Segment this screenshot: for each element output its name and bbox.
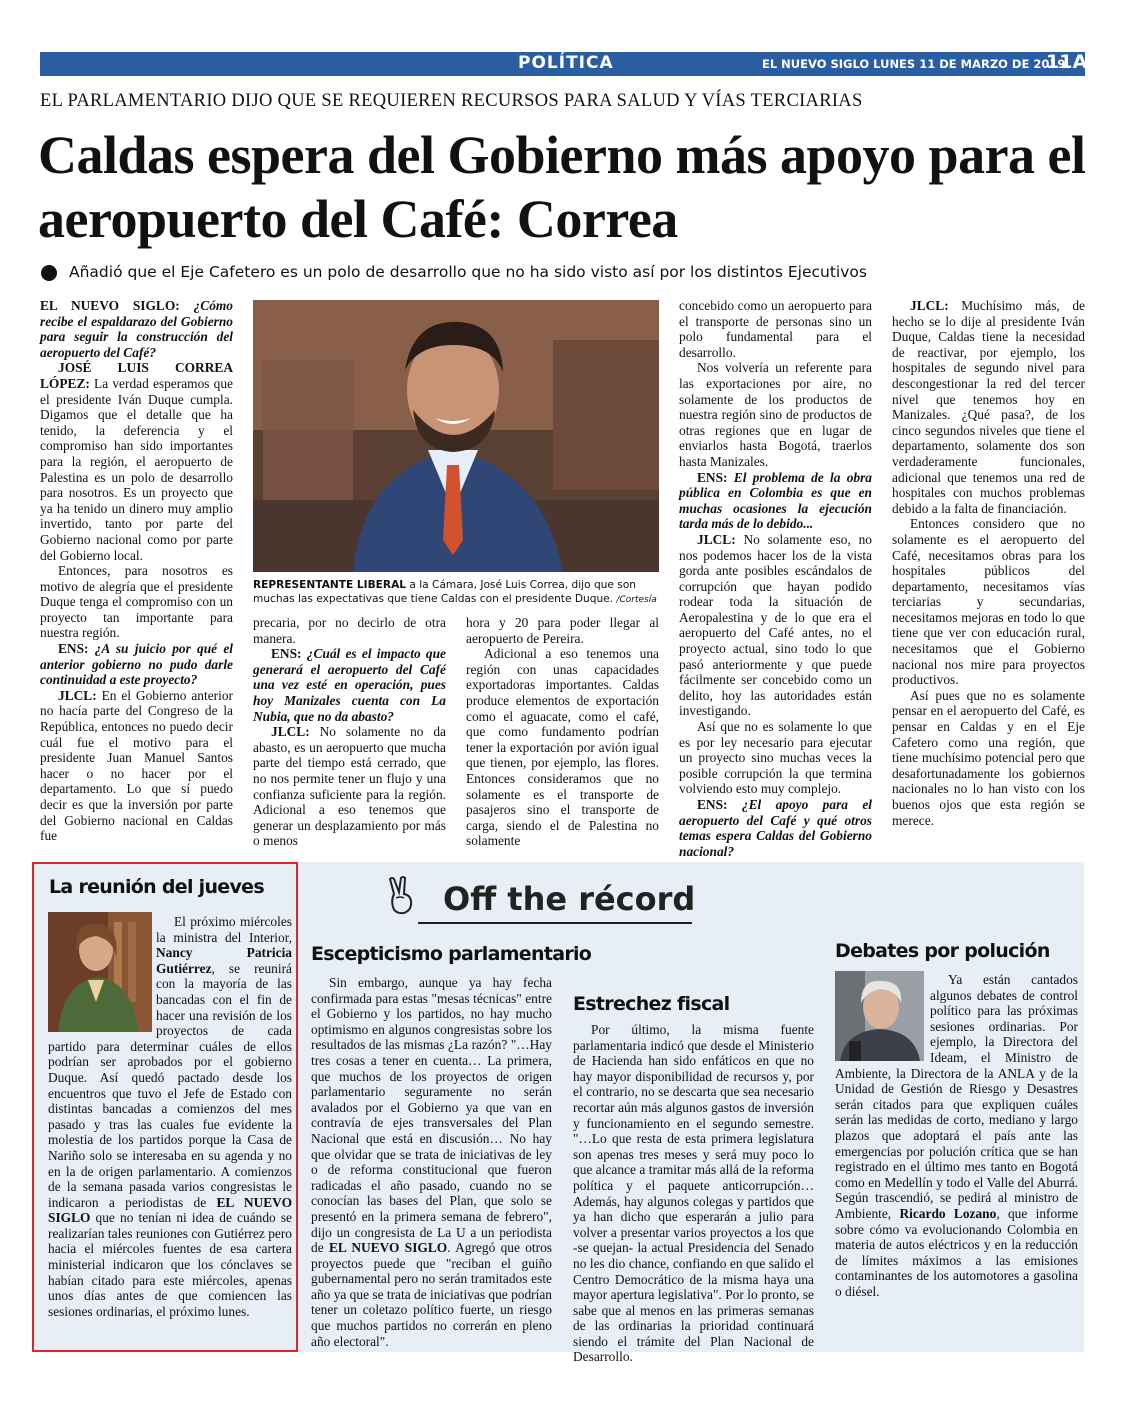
paragraph: . Agregó que otros proyectos puede que "reciban el guiño gubernamental pero no serán tramitados este año ya que se trata de iniciativas que podrían tener un coletazo político fuerte, un riesgo que muchos partidos no correrán en pleno año electoral". bbox=[311, 1240, 552, 1349]
reunion-title: La reunión del jueves bbox=[49, 876, 264, 898]
answer-text: No solamente no da abasto, es un aeropuerto que mucha parte del tiempo está cerrado, que no nos permite tener un flujo y una confianza suficiente para la región. Adicional a eso tenemos que generar un desplazamiento por más o menos bbox=[253, 724, 446, 849]
debates-title: Debates por polución bbox=[835, 940, 1050, 962]
escepticismo-text bbox=[311, 975, 552, 1349]
interviewee-label: JLCL: bbox=[58, 687, 97, 703]
portrait-illustration bbox=[253, 300, 659, 572]
interviewee-label: JLCL: bbox=[271, 724, 310, 740]
paragraph: que no tenían ni idea de cuándo se realizarían tales reuniones con Gutiérrez pero hacia el miércoles fuentes de esa cartera ministerial indicaron que los cónclaves se habían citado para este miércoles, apenas unos días antes de que comiencen las sesiones ordinarias, el próximo lunes. bbox=[48, 1210, 292, 1319]
page-number: 11A bbox=[1046, 51, 1088, 73]
estrechez-title: Estrechez fiscal bbox=[573, 993, 730, 1015]
answer-text: Muchísimo más, de hecho se lo dije al presidente Iván Duque, Caldas tiene la necesidad de reactivar, por ejemplo, los hospitales de segundo nivel para descongestionar la red del tercer nivel que tenemos hoy en Manizales. ¿Qué pasa?, de los cinco segundos niveles que tiene el departamento, solamente dos son verdaderamente funcionales, adicional que tenemos una red de hospitales con muchos problemas debido a la falta de financiación. bbox=[892, 298, 1085, 516]
paragraph: , se reunirá con la mayoría de las bancadas con el fin de hacer una revisión de los proyectos de cada partido para determinar cuáles de ellos podrían ser aprobados por el gobierno Duque. Así quedó pactado desde los encuentros que tuvo el Jefe de Estado con distintas bancadas a comienzos del mes pasado y tras las cuales fue evidente la molestia de los partidos porque la Casa de Nariño solo se interesaba en su agenda y no en la de origen parlamentario. A comienzos de la semana pasada varios congresistas le indicaron a periodistas de bbox=[48, 960, 292, 1210]
name-highlight: Ricardo Lozano bbox=[899, 1205, 997, 1221]
photo-wrap-spacer bbox=[835, 972, 930, 1061]
estrechez-text bbox=[573, 1022, 814, 1365]
paragraph: , que informe sobre cómo va evolucionando Colombia en materia de autos eléctricos y en la reducción de límites máximos a las emisiones contaminantes de los automotores a gasolina o diésel. bbox=[835, 1205, 1079, 1299]
question-text: ¿A su juicio por qué el anterior gobierno no pudo darle continuidad a este proyecto? bbox=[40, 641, 233, 688]
article-column-1 bbox=[40, 298, 233, 844]
article-column-5 bbox=[892, 298, 1085, 828]
photo-credit: /Cortesía bbox=[616, 595, 657, 605]
publication-name: EL NUEVO SIGLO bbox=[48, 1194, 293, 1226]
publication-date: EL NUEVO SIGLO LUNES 11 DE MARZO DE 2019 bbox=[762, 57, 1066, 71]
question-text: ¿El apoyo para el aeropuerto del Café y qué otros temas espera Caldas del Gobierno nacional? bbox=[679, 797, 872, 859]
interviewer-label: ENS: bbox=[271, 646, 307, 662]
bullet-icon bbox=[41, 265, 57, 281]
title-underline bbox=[418, 922, 692, 924]
answer-text: La verdad esperamos que el presidente Iván Duque cumpla. Digamos que el detalle que ha tenido, la deferencia y el compromiso han sido importantes para la región, el aeropuerto de Palestina es un polo de desarrollo para nosotros. Es un proyecto que ya ha tenido un dinero muy amplio invertido, tanto por parte del Gobierno nacional como por parte del Gobierno local. bbox=[40, 375, 233, 563]
paragraph: concebido como un aeropuerto para el transporte de personas sino un polo fundamental para el desarrollo. bbox=[679, 298, 872, 360]
article-headline: Caldas espera del Gobierno más apoyo para el aeropuerto del Café: Correa bbox=[38, 125, 1086, 249]
publication-name: EL NUEVO SIGLO bbox=[328, 1240, 448, 1256]
paragraph: Nos volvería un referente para las exportaciones por aire, no solamente de los productos de nuestra región sino de productos de otras regiones que en lugar de enviarlos hasta Bogotá, traerlos hasta Manizales. bbox=[679, 360, 872, 469]
interviewer-label: ENS: bbox=[58, 641, 95, 657]
answer-text: En el Gobierno anterior no hacía parte del Congreso de la República, entonces no puedo decir cuál fue el motivo para el presidente Juan Manuel Santos hacer o no hacer por el departamento. Lo que sí puedo decir es que la inversión por parte del Gobierno nacional en Caldas fue bbox=[40, 687, 233, 844]
interviewee-label: JOSÉ LUIS CORREA LÓPEZ: bbox=[40, 360, 233, 391]
paragraph: Entonces considero que no solamente es el aeropuerto del Café, necesitamos obras para los hospitales públicos del departamento, necesitamos vías terciarias y secundarias, necesitamos mejoras en todo lo que tiene que ver con educación rural, necesitamos que el Gobierno nacional nos mire para proyectos productivos. bbox=[892, 516, 1085, 688]
interviewee-label: JLCL: bbox=[697, 531, 736, 547]
question-text: El problema de la obra pública en Colombia es que en muchas ocasiones la ejecución tarda más de lo debido... bbox=[679, 469, 872, 532]
paragraph: Adicional a eso tenemos una región con unas capacidades exportadoras importantes. Caldas produce elementos de exportación como el aguacate, como el café, que como fundamento podrían tener la exportación por avión igual que tienen, por ejemplo, las flores. Entonces consideramos que no solamente es el transporte de pasajeros sino el transporte de carga, siendo el de Palestina no solamente bbox=[466, 646, 659, 849]
paragraph: Así pues que no es solamente pensar en el aeropuerto del Café, es pensar en Caldas y en el Eje Cafetero como una región, que tiene muchísimo potencial pero que desafortunadamente los gobiernos nacionales no lo han visto con los buenos ojos que esta región se merece. bbox=[892, 687, 1085, 828]
answer-text: No solamente eso, no nos podemos hacer los de la vista gorda ante posibles escándalos de corrupción que hayan podido rodear toda la situación de Aeropalestina y de lo que era el aeropuerto del Café antes, no el proyecto actual, sino todo lo que pasó anteriormente y que puede fácilmente ser concebido como un delito, hoy las autoridades están investigando. bbox=[679, 531, 872, 719]
escepticismo-title: Escepticismo parlamentario bbox=[311, 943, 592, 965]
debates-text bbox=[835, 972, 1078, 1299]
article-kicker: EL PARLAMENTARIO DIJO QUE SE REQUIEREN RECURSOS PARA SALUD Y VÍAS TERCIARIAS bbox=[40, 91, 863, 111]
photo-wrap-spacer bbox=[48, 914, 156, 1035]
paragraph: Así que no es solamente lo que es por ley necesario para ejecutar un proyecto sino muchas veces la posible corrupción la que termina volviendo esto muy complejo. bbox=[679, 719, 872, 797]
peace-hand-icon bbox=[386, 876, 416, 916]
name-highlight: Nancy Patricia Gutiérrez bbox=[156, 945, 292, 976]
question-text: ¿Cómo recibe el espaldarazo del Gobierno para seguir la construcción del aeropuerto del Café? bbox=[40, 298, 233, 360]
caption-lead: REPRESENTANTE LIBERAL bbox=[253, 579, 407, 591]
caption-text: a la Cámara, José Luis Correa, dijo que son muchas las expectativas que tiene Caldas con el presidente Duque. bbox=[253, 579, 637, 605]
article-subhead: Añadió que el Eje Cafetero es un polo de desarrollo que no ha sido visto así por los distintos Ejecutivos bbox=[69, 263, 867, 281]
question-text: ¿Cuál es el impacto que generará el aeropuerto del Café una vez esté en operación, pues hoy Manizales cuenta con La Nubia, que no da abasto? bbox=[253, 646, 446, 724]
interviewer-label: ENS: bbox=[697, 797, 742, 812]
interviewer-label: ENS: bbox=[697, 469, 734, 485]
interviewee-label: JLCL: bbox=[910, 298, 949, 313]
interviewer-label: EL NUEVO SIGLO: bbox=[40, 298, 194, 313]
article-photo bbox=[253, 300, 659, 572]
article-column-2 bbox=[253, 615, 446, 849]
paragraph: Por último, la misma fuente parlamentaria indicó que desde el Ministerio de Hacienda han sido enfáticos en que no hay mayor disponibilidad de recursos y, por el contrario, no se descarta que sea necesario recortar aún más algunos gastos de inversión y funcionamiento en el segundo semestre. "…Lo que resta de esta primera legislatura son apenas tres meses y será muy poco lo que alcance a tramitar más allá de la reforma política y el paquete anticorrupción… Además, hay algunos colegas y partidos que ya han dicho que esperarán a julio para volver a presentar varios proyectos a los que -se quejan- la actual Presidencia del Senado no les dio chance, confiando en que salido el Centro Democrático de la misma haya una mayor apertura legislativa". Por lo pronto, se sabe que al menos en las primeras semanas de las ordinarias la prioridad continuará siendo el trámite del Plan Nacional de Desarrollo. bbox=[573, 1022, 814, 1365]
article-column-3 bbox=[466, 615, 659, 849]
photo-caption bbox=[253, 578, 659, 607]
paragraph: Sin embargo, aunque ya hay fecha confirmada para estas "mesas técnicas" entre el Gobierno y los partidos, no hay mucho optimismo en algunos congresistas sobre los resultados de las mismas ¿La razón? "…Hay tres cosas a tener en cuenta… La primera, que muchos de los proyectos de origen parlamentario seguramente no serán avalados por el Gobierno ya que van en contravía de ejes transversales del Plan Nacional que está en discusión… No hay que olvidar que se trata de iniciativas de ley o de reforma constitucional que fueron radicadas el año pasado, cuando no se conocían las bases del Plan, que solo se presentó en la primera semana de febrero", dijo un congresista de La U a un periodista de bbox=[311, 975, 552, 1256]
off-the-record-title: Off the récord bbox=[443, 880, 696, 918]
section-label: POLÍTICA bbox=[518, 53, 614, 73]
paragraph: Ya están cantados algunos debates de control político para las próximas sesiones ordinarias. Por ejemplo, la Directora del Ideam, el Ministro de Ambiente, la Directora de la ANLA y de la Unidad de Gestión de Riesgo y Desastres serán citados para que expliquen cuáles serán las medidas de corto, mediano y largo plazos que adoptará el país ante las emergencias por polución crítica que se han registrado en el último mes tanto en Bogotá como en Medellín y todo el Valle del Aburrá. Según trascendió, se pedirá al ministro de Ambiente, bbox=[835, 972, 1078, 1221]
paragraph: hora y 20 para poder llegar al aeropuerto de Pereira. bbox=[466, 615, 659, 646]
article-column-4 bbox=[679, 298, 872, 859]
paragraph: Entonces, para nosotros es motivo de alegría que el presidente Duque tenga el compromiso con un proyecto tan importante para nuestra región. bbox=[40, 563, 233, 641]
paragraph: precaria, por no decirlo de otra manera. bbox=[253, 615, 446, 646]
reunion-text bbox=[48, 914, 292, 1319]
paragraph: El próximo miércoles la ministra del Interior, bbox=[156, 914, 292, 945]
